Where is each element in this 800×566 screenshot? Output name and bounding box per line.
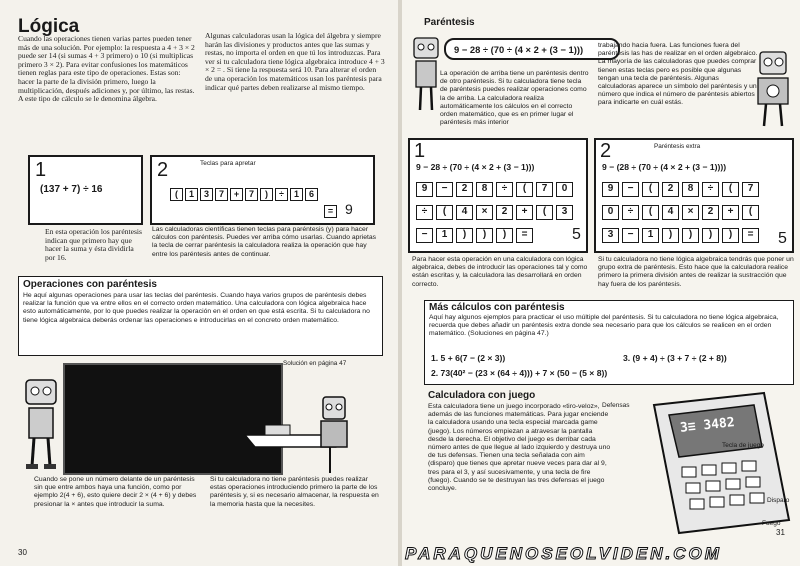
box-number: 2: [157, 159, 169, 181]
key-row: [602, 178, 762, 197]
calculator-key: (: [642, 182, 659, 197]
calculator-key: 0: [602, 205, 619, 220]
calculator-key: 7: [536, 182, 553, 197]
calculator-key: 3: [556, 205, 573, 220]
exercise-1: 1. 5 + 6(7 − (2 × 3)): [431, 353, 506, 363]
caption-box-2: Si tu calculadora no tiene lógica algebraica tendrás que poner un grupo extra de paréntesis. Esto hace que la calculadora realice primero la primera división antes de realizar la sustracción que hay fuera de los paréntesis.: [598, 256, 794, 288]
robot-left-illustration: [20, 378, 62, 473]
calc-box-1: [408, 138, 588, 253]
keys-label: Teclas para apretar: [200, 160, 256, 167]
calculator-key: (: [742, 205, 759, 220]
calculator-key: 2: [702, 205, 719, 220]
example-box-2: [150, 155, 375, 225]
key-row: [602, 201, 762, 220]
key-equals: =: [324, 205, 337, 218]
calculator-key: 2: [456, 182, 473, 197]
calculator-key: 3: [602, 228, 619, 243]
calculator-key: 2: [496, 205, 513, 220]
calculator-key: +: [722, 205, 739, 220]
calculator-key: 8: [682, 182, 699, 197]
result-value: 9: [345, 201, 353, 217]
calculator-key: 2: [662, 182, 679, 197]
intro-text-2: trabajando hacia fuera. Las funciones fuera del paréntesis las has de realizar en el orden algebraico. La mayoría de las calculadoras que puedes comprar tienen estas teclas pero es posible que algunas tengan una tecla de paréntesis. Algunas calculadoras aparece un símbolo del paréntesis y un número que indica el número de paréntesis abiertos para indicarte en cuál estás.: [598, 42, 758, 107]
calculator-key: ): [456, 228, 473, 243]
calculator-key: −: [622, 182, 639, 197]
calculator-key: ×: [682, 205, 699, 220]
calculator-key: ): [662, 228, 679, 243]
box-number: 2: [600, 140, 612, 162]
calculator-key: ): [682, 228, 699, 243]
right-page: [402, 0, 800, 566]
box-expression: 9 − (28 ÷ (70 ÷ (4 × 2 + (3 − 1)))): [602, 162, 727, 172]
key-grid: [416, 178, 576, 247]
calculator-key: 0: [556, 182, 573, 197]
caption-box-1: Para hacer esta operación en una calculadora con lógica algebraica, debes de introducir las operaciones tal y como están escritas y, la calculadora las desarrollará en orden correcto.: [412, 256, 588, 288]
caption-box-1: En esta operación los paréntesis indican que primero hay que hacer la suma y ésta dividirla por 16.: [45, 227, 142, 262]
ops-title: Operaciones con paréntesis: [23, 279, 157, 290]
more-text: Aquí hay algunos ejemplos para practicar el uso múltiple del paréntesis. Si tu calculadora no tiene lógica algebraica, recuerda que debes añadir un paréntesis extra donde sea necesario para que los cálculos se realicen en el orden matemático. (Soluciones en página 47.): [429, 314, 779, 338]
key-grid: [602, 178, 762, 247]
calculator-key: (: [642, 205, 659, 220]
calculator-key: ÷: [496, 182, 513, 197]
intro-text-1: La operación de arriba tiene un paréntesis dentro de otro paréntesis. Si tu calculadora tiene tecla de paréntesis puedes realizar operaciones como la de arriba. La calculadora realiza automáticamente los cálculos en el correcto orden matemático, que es en primer lugar el paréntesis más interior: [440, 70, 589, 127]
bottom-note-2: Si tu calculadora no tiene paréntesis puedes realizar estas operaciones introduciendo primero la parte de los paréntesis y, si es necesario almacenar, la respuesta en la memoria hasta que la necesites.: [210, 476, 379, 508]
calculator-key: 6: [305, 188, 318, 201]
calculator-key: 7: [742, 182, 759, 197]
calculator-key: ÷: [622, 205, 639, 220]
key-row: [170, 184, 320, 202]
calculator-illustration: [624, 385, 794, 535]
label-defensas: Defensas: [602, 402, 630, 409]
calculator-key: 4: [456, 205, 473, 220]
calculator-key: ÷: [702, 182, 719, 197]
caption-box-2: Las calculadoras científicas tienen teclas para paréntesis (y) para hacer cálculos con paréntesis. Puedes ver arriba cómo usarlas. Cuando aprietas la tecla de cerrar paréntesis la calculadora realiza la operación que hay entre los paréntesis antes de continuar.: [152, 226, 377, 258]
calculator-key: =: [742, 228, 759, 243]
game-title: Calculadora con juego: [428, 390, 536, 401]
equals-row: [324, 201, 353, 219]
robot-top-right-illustration: [754, 50, 792, 130]
label-fuego: Fuego: [762, 520, 781, 527]
calculator-key: ÷: [275, 188, 288, 201]
game-text: Esta calculadora tiene un juego incorporado «tiro-veloz», además de las funciones matemáticas. Para jugar enciende la calculadora usando una tecla especial marcada game (juego). Los números empiezan a atravesar la pantalla desde la derecha. El objetivo del juego es derribar cada número antes de que llegue al lado izquierdo y destruya uno de tus defensas. Tienen una tecla señalada con aim (disparo) que tienes que apretar nueve veces para dar al 9, tres para el 3, y así sucesivamente, y una tecla de fire (fuego). Cuando se te destruyan las tres defensas el juego concluye.: [428, 403, 611, 493]
calculator-key: +: [230, 188, 243, 201]
calculator-key: 1: [290, 188, 303, 201]
calculator-key: 7: [245, 188, 258, 201]
game-panel: [424, 390, 614, 530]
intro-column-2: Algunas calculadoras usan la lógica del álgebra y siempre harán las divisiones y productos antes que las sumas y restas, no importa el orden en que tú los introduzcas. Para ver si tu calculadora tiene lógica algebraica introduce 4 + 3 × 2 = . Si tiene la respuesta será 10. Para alterar el orden de una operación los matemáticos usan los paréntesis para indicar qué partes deben realizarse al mismo tiempo.: [205, 31, 385, 92]
intro-column-1: Cuando las operaciones tienen varias partes pueden tener más de una solución. Por ejemplo: la respuesta a 4 + 3 × 2 puede ser 14 (si sumas 4 + 3 primero) o 10 (si multiplicas primero 3 × 2). Para evitar confusiones los matemáticos tienen reglas para este tipo de operaciones. Estas son: hacer la parte de la división primero, luego la multiplicación, después adiciones y, por último, las restas. A este tipo de cálculo se le denomina álgebra.: [18, 34, 195, 104]
calculator-key: (: [536, 205, 553, 220]
solution-note: Solución en página 47: [283, 360, 347, 367]
exercise-3: 3. (9 + 4) ÷ (3 + 7 ÷ (2 + 8)): [623, 353, 727, 363]
calculator-key: (: [516, 182, 533, 197]
calculator-key: 7: [215, 188, 228, 201]
calculator-key: ): [702, 228, 719, 243]
box-number: 1: [35, 159, 47, 181]
calculator-key: 1: [642, 228, 659, 243]
robot-top-left-illustration: [410, 36, 442, 116]
formula-text: 9 − 28 ÷ (70 ÷ (4 × 2 + (3 − 1))): [454, 44, 584, 55]
watermark-text: PARAQUENOSEOLVIDEN.COM: [405, 544, 722, 563]
calculator-key: 9: [602, 182, 619, 197]
page-number: 31: [776, 528, 785, 537]
calculator-key: −: [416, 228, 433, 243]
calculator-key: 1: [185, 188, 198, 201]
calculator-key: (: [436, 205, 453, 220]
key-row: [602, 224, 762, 243]
calculator-key: 3: [200, 188, 213, 201]
extra-label: Paréntesis extra: [654, 143, 701, 150]
formula-bubble: [444, 38, 620, 60]
label-disparo: Disparo: [767, 497, 790, 504]
calculator-key: 8: [476, 182, 493, 197]
label-tecla-juego: Tecla de juego: [722, 442, 764, 449]
calculator-key: ÷: [416, 205, 433, 220]
calculator-key: −: [436, 182, 453, 197]
calculator-key: ): [722, 228, 739, 243]
box-expression: 9 − 28 ÷ (70 ÷ (4 × 2 + (3 − 1))): [416, 162, 535, 172]
calculator-key: ×: [476, 205, 493, 220]
key-row: [416, 201, 576, 220]
calculator-key: 9: [416, 182, 433, 197]
more-calcs-panel: [424, 300, 794, 385]
box-expression: (137 + 7) ÷ 16: [40, 184, 103, 195]
section-heading: Paréntesis: [424, 17, 475, 28]
example-box-1: [28, 155, 143, 225]
calculator-key: (: [722, 182, 739, 197]
calc-box-2: [594, 138, 794, 253]
exercise-2: 2. 73(40² − (23 × (64 ÷ 4))) + 7 × (50 − (5 × 8)): [431, 368, 608, 378]
bottom-note-1: Cuando se pone un número delante de un paréntesis sin que entre ambos haya una función, como por ejemplo 2(4 + 6), esto quiere decir 2 × (4 + 6) y debes presionar la × antes que introducir la suma.: [34, 476, 197, 508]
more-title: Más cálculos con paréntesis: [429, 302, 565, 313]
calculator-key: ): [260, 188, 273, 201]
ops-text: He aquí algunas operaciones para usar las teclas del paréntesis. Cuando haya varios grupos de paréntesis debes realizar la función que va entre ellos en el correcto orden matemático. Una calculadora con lógica algebraica hace esto automáticamente, por lo que puedes realizar la operación en el orden en que está escrita. Si tu calculadora no tiene lógica algebraica deberás ordenar las operaciones e introducirlas en el concreto orden matemático.: [23, 292, 370, 324]
robot-desk-illustration: [235, 395, 355, 475]
calculator-key: −: [622, 228, 639, 243]
page-number: 30: [18, 548, 27, 557]
result-value: 5: [778, 230, 787, 247]
left-page: [0, 0, 398, 566]
key-row: [416, 224, 576, 243]
calculator-key: +: [516, 205, 533, 220]
calculator-key: =: [516, 228, 533, 243]
calculator-key: 1: [436, 228, 453, 243]
calculator-key: ): [496, 228, 513, 243]
page-title: Lógica: [18, 16, 80, 37]
calculator-key: 4: [662, 205, 679, 220]
ops-panel: [18, 276, 383, 356]
key-row: [416, 178, 576, 197]
calculator-key: ): [476, 228, 493, 243]
calculator-key: (: [170, 188, 183, 201]
calculator-display: 3≡ 3482: [679, 415, 736, 436]
box-number: 1: [414, 140, 426, 162]
result-value: 5: [572, 226, 581, 243]
